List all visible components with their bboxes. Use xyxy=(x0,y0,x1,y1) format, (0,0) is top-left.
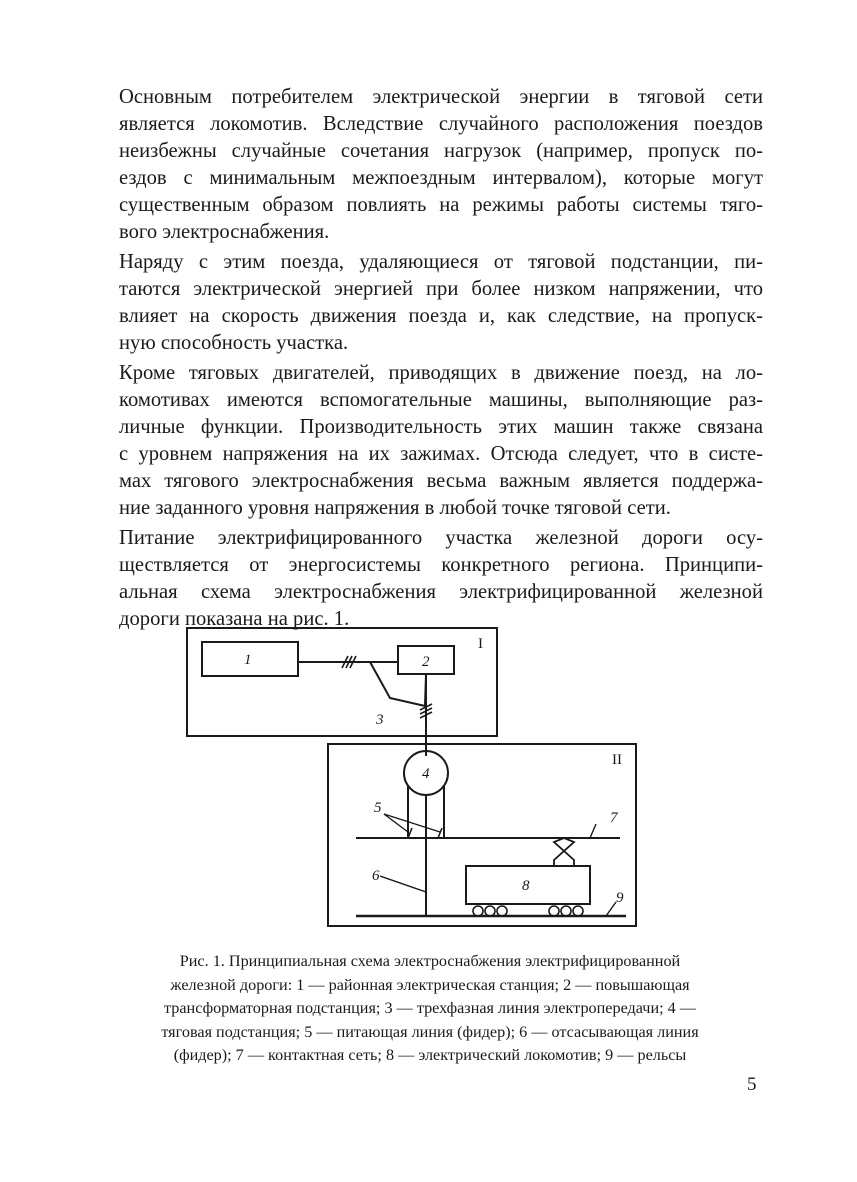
caption-line: трансформаторная подстанция; 3 — трехфазная линия электропередачи; 4 — xyxy=(163,999,696,1017)
region-1-frame xyxy=(187,628,497,736)
text-line: альная схема электроснабжения электрифицированной железной xyxy=(119,581,763,603)
pantograph xyxy=(554,838,574,866)
text-line: мах тягового электроснабжения весьма важным является поддержа- xyxy=(119,470,763,492)
label-8: 8 xyxy=(522,878,530,894)
text-line: дороги показана на рис. 1. xyxy=(119,608,350,630)
text-line: вого электроснабжения. xyxy=(119,221,330,243)
region-2-label: II xyxy=(612,752,622,768)
text-line: Наряду с этим поезда, удаляющиеся от тяговой подстанции, пи- xyxy=(119,251,763,273)
locomotive-wheels xyxy=(473,906,583,916)
label-5: 5 xyxy=(374,800,382,816)
text-line: с уровнем напряжения на их зажимах. Отсюда следует, что в систе- xyxy=(119,443,763,465)
text-line: неизбежны случайные сочетания нагрузок (например, пропуск по- xyxy=(119,140,763,162)
page-number: 5 xyxy=(747,1074,757,1095)
paragraph-3 xyxy=(119,360,763,522)
text-line: личные функции. Производительность этих машин также связана xyxy=(119,416,763,438)
paragraph-2 xyxy=(119,249,763,357)
text-line: является локомотив. Вследствие случайного расположения поездов xyxy=(119,113,763,135)
text-line: ществляется от энергосистемы конкретного региона. Принципи- xyxy=(119,554,763,576)
text-line: влияет на скорость движения поезда и, как следствие, на пропуск- xyxy=(119,305,763,327)
label-leader xyxy=(606,902,616,916)
label-7: 7 xyxy=(610,810,618,826)
text-line: существенным образом повлиять на режимы работы системы тяго- xyxy=(119,194,763,216)
switch-mark xyxy=(438,828,442,838)
caption-line: (фидер); 7 — контактная сеть; 8 — электрический локомотив; 9 — рельсы xyxy=(173,1046,687,1064)
caption-line: тяговая подстанция; 5 — питающая линия (фидер); 6 — отсасывающая линия xyxy=(161,1022,699,1041)
label-1: 1 xyxy=(244,652,252,668)
power-supply-diagram xyxy=(150,606,650,941)
label-3: 3 xyxy=(376,712,384,728)
text-line: Питание электрифицированного участка железной дороги осу- xyxy=(119,527,763,549)
label-leader xyxy=(380,876,426,892)
text-line: ную способность участка. xyxy=(119,332,349,354)
label-2: 2 xyxy=(422,654,430,670)
region-1-label: I xyxy=(478,636,483,652)
caption-line: Рис. 1. Принципиальная схема электроснабжения электрифицированной xyxy=(179,952,681,970)
text-line: комотивах имеются вспомогательные машины, выполняющие раз- xyxy=(119,389,763,411)
paragraph-1 xyxy=(119,84,763,246)
text-line: таются электрической энергией при более низком напряжении, что xyxy=(119,278,763,300)
caption-line: железной дороги: 1 — районная электрическая станция; 2 — повышающая xyxy=(170,975,690,994)
diagram-svg xyxy=(150,606,650,941)
text-line: ние заданного уровня напряжения в любой точке тяговой сети. xyxy=(119,497,671,519)
label-6: 6 xyxy=(372,868,380,884)
text-line: Кроме тяговых двигателей, приводящих в движение поезд, на ло- xyxy=(119,362,763,384)
body-text xyxy=(119,84,763,633)
text-line: ездов с минимальным межпоездным интервалом), которые могут xyxy=(119,167,763,189)
figure-caption xyxy=(80,950,780,1068)
text-line: Основным потребителем электрической энергии в тяговой сети xyxy=(119,86,763,108)
label-leader xyxy=(384,814,408,832)
label-4: 4 xyxy=(422,766,430,782)
label-leader xyxy=(590,824,596,838)
label-9: 9 xyxy=(616,890,624,906)
